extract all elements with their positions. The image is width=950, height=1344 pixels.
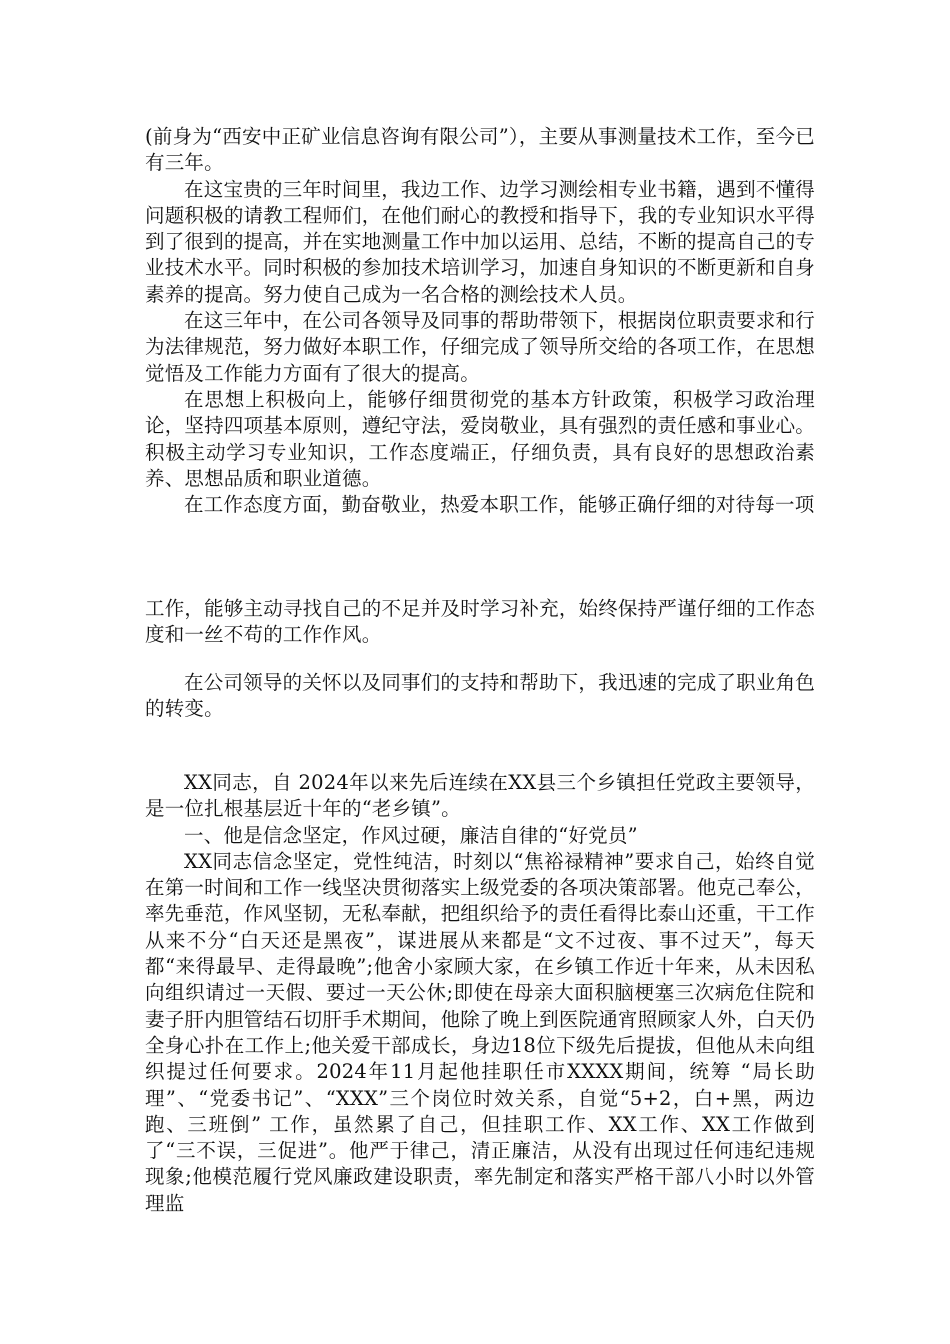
- section-role-transition: [145, 670, 815, 723]
- paragraph-duties: 在这三年中，在公司各领导及同事的帮助带领下，根据岗位职责要求和行为法律规范，努力做好本职工作，仔细完成了领导所交给的各项工作，在思想觉悟及工作能力方面有了很大的提高。: [145, 309, 815, 385]
- paragraph-role-transition: 在公司领导的关怀以及同事们的支持和帮助下，我迅速的完成了职业角色的转变。: [145, 671, 815, 721]
- section-heading-good-party-member: 一、他是信念坚定，作风过硬，廉洁自律的“好党员”: [184, 823, 638, 847]
- paragraph-ideology: 在思想上积极向上，能够仔细贯彻党的基本方针政策，积极学习政治理论，坚持四项基本原则，遵纪守法，爱岗敬业，具有强烈的责任感和事业心。积极主动学习专业知识，工作态度端正，仔细负责，具有良好的思想政治素养、思想品质和职业道德。: [145, 387, 815, 490]
- paragraph-profile-intro: XX同志，自 2024年以来先后连续在XX县三个乡镇担任党政主要领导，是一位扎根基层近十年的“老乡镇”。: [145, 771, 815, 821]
- section-comrade-profile: [145, 770, 815, 1217]
- paragraph-continuation: 工作，能够主动寻找自己的不足并及时学习补充，始终保持严谨仔细的工作态度和一丝不苟的工作作风。: [145, 597, 815, 647]
- paragraph-attitude: 在工作态度方面，勤奋敬业，热爱本职工作，能够正确仔细的对待每一项: [184, 493, 815, 517]
- paragraph-profile-detail: XX同志信念坚定，党性纯洁，时刻以“焦裕禄精神”要求自己，始终自觉在第一时间和工作一线坚决贯彻落实上级党委的各项决策部署。他克己奉公，率先垂范，作风坚韧，无私奉献，把组织给予的责任看得比泰山还重，干工作从来不分“白天还是黑夜”，谋进展从来都是“文不过夜、事不过天”，每天都“来得最早、走得最晚”;他舍小家顾大家，在乡镇工作近十年来，从未因私向组织请过一天假、要过一天公休;即使在母亲大面积脑梗塞三次病危住院和妻子肝内胆管结石切肝手术期间，他除了晚上到医院通宵照顾家人外，白天仍全身心扑在工作上;他关爱干部成长，身边18位下级先后提拔，但他从未向组织提过任何要求。2024年11月起他挂职任市XXXX期间，统筹 “局长助理”、“党委书记”、“XXX”三个岗位时效关系，自觉“5+2，白+黑，两边跑、三班倒” 工作，虽然累了自己，但挂职工作、XX工作、XX工作做到了“三不误，三促进”。他严于律己，清正廉洁，从没有出现过任何违纪违规现象;他模范履行党风廉政建设职责，率先制定和落实严格干部八小时以外管理监: [145, 849, 815, 1215]
- section-continuation: [145, 596, 815, 649]
- paragraph-company-intro: (前身为“西安中正矿业信息咨询有限公司”），主要从事测量技术工作，至今已有三年。: [145, 125, 815, 175]
- section-work-summary: [145, 124, 815, 518]
- paragraph-learning: 在这宝贵的三年时间里，我边工作、边学习测绘相专业书籍，遇到不懂得问题积极的请教工程师们，在他们耐心的教授和指导下，我的专业知识水平得到了很到的提高，并在实地测量工作中加以运用、总结，不断的提高自己的专业技术水平。同时积极的参加技术培训学习，加速自身知识的不断更新和自身素养的提高。努力使自己成为一名合格的测绘技术人员。: [145, 177, 815, 306]
